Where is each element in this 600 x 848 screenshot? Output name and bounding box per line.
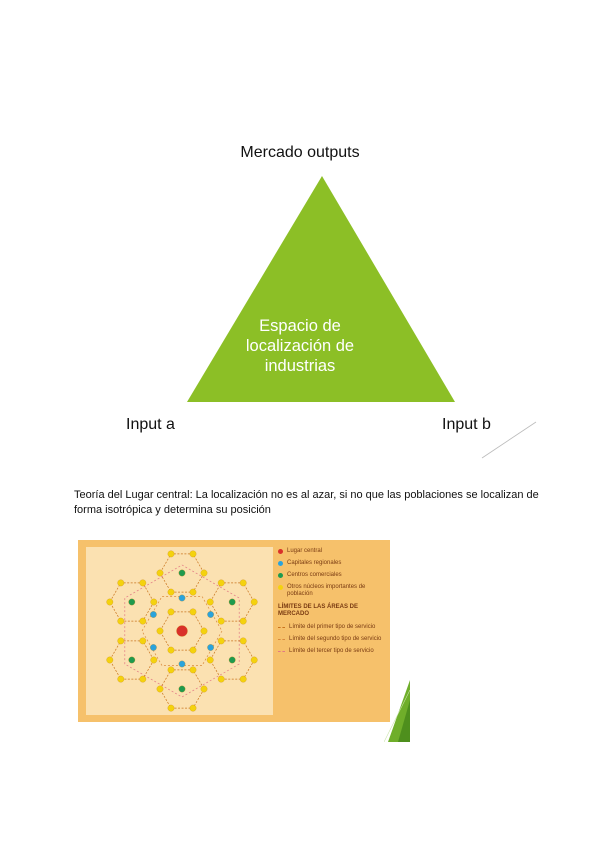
- other-settlement-dot: [168, 647, 174, 653]
- triangle-center-line-2: localización de: [245, 337, 355, 355]
- decorative-line: [480, 420, 540, 460]
- other-settlement-dot: [190, 647, 196, 653]
- other-settlement-dot: [218, 618, 224, 624]
- triangle-top-label: Mercado outputs: [240, 144, 360, 161]
- other-settlement-dot: [190, 705, 196, 711]
- map-legend: [278, 548, 386, 660]
- commercial-centre-dot: [229, 657, 235, 663]
- regional-capital-dot: [207, 611, 213, 617]
- other-settlement-dot: [240, 618, 246, 624]
- commercial-centre-dot: [229, 599, 235, 605]
- other-settlement-dot: [157, 570, 163, 576]
- legend-limit-3: [278, 648, 386, 655]
- other-settlement-dot: [140, 676, 146, 682]
- other-settlement-dot: [190, 609, 196, 615]
- other-settlement-dot: [168, 609, 174, 615]
- other-settlement-dot: [201, 570, 207, 576]
- regional-capital-dot: [179, 661, 185, 667]
- other-settlement-dot: [151, 657, 157, 663]
- other-settlement-dot: [218, 638, 224, 644]
- other-settlement-dot: [190, 589, 196, 595]
- regional-capital-dot: [207, 644, 213, 650]
- commercial-centre-dot: [129, 657, 135, 663]
- hexagon-network: [86, 547, 273, 715]
- legend-limit-2: [278, 636, 386, 643]
- commercial-centre-dot: [179, 686, 185, 692]
- map-panel: [86, 547, 273, 715]
- other-settlement-dot: [168, 705, 174, 711]
- central-place-map: [78, 540, 390, 722]
- other-settlement-dot: [201, 628, 207, 634]
- legend-label: Límite del primer tipo de servicio: [289, 624, 376, 630]
- other-settlement-dot: [240, 638, 246, 644]
- legend-dot: [278, 561, 283, 566]
- other-settlement-dot: [251, 599, 257, 605]
- other-settlement-dot: [140, 638, 146, 644]
- other-settlement-dot: [201, 686, 207, 692]
- commercial-centre-dot: [179, 570, 185, 576]
- legend-dot: [278, 585, 283, 590]
- triangle-center-line-3: industrias: [264, 357, 336, 375]
- decorative-corner: [384, 680, 410, 742]
- legend-item-other: [278, 584, 386, 598]
- other-settlement-dot: [140, 580, 146, 586]
- legend-line-sample: [278, 627, 285, 628]
- legend-dot: [278, 549, 283, 554]
- other-settlement-dot: [118, 676, 124, 682]
- other-settlement-dot: [218, 676, 224, 682]
- other-settlement-dot: [157, 686, 163, 692]
- other-settlement-dot: [207, 599, 213, 605]
- other-settlement-dot: [251, 657, 257, 663]
- triangle-center-text: [230, 316, 370, 376]
- legend-item-central: [278, 548, 386, 555]
- other-settlement-dot: [168, 667, 174, 673]
- legend-label: Límite del tercer tipo de servicio: [289, 648, 374, 654]
- other-settlement-dot: [118, 580, 124, 586]
- other-settlement-dot: [240, 676, 246, 682]
- other-settlement-dot: [190, 551, 196, 557]
- regional-capital-dot: [179, 595, 185, 601]
- other-settlement-dot: [218, 580, 224, 586]
- legend-label: Otros núcleos importantes de población: [287, 584, 366, 597]
- regional-capital-dot: [150, 611, 156, 617]
- central-place-dot: [177, 626, 188, 637]
- legend-limits-title: LÍMITES DE LAS ÁREAS DE MERCADO: [278, 604, 359, 617]
- triangle-center-line-1: Espacio de: [259, 317, 341, 335]
- caption-text: Teoría del Lugar central: La localización no es al azar, si no que las poblaciones se localizan de forma isotrópica y determina su posición: [74, 489, 539, 516]
- other-settlement-dot: [140, 618, 146, 624]
- other-settlement-dot: [151, 599, 157, 605]
- legend-label: Capitales regionales: [287, 560, 342, 566]
- other-settlement-dot: [107, 599, 113, 605]
- other-settlement-dot: [118, 638, 124, 644]
- legend-label: Centros comerciales: [287, 572, 342, 578]
- input-b-label: Input b: [442, 416, 491, 433]
- other-settlement-dot: [107, 657, 113, 663]
- other-settlement-dot: [168, 551, 174, 557]
- commercial-centre-dot: [129, 599, 135, 605]
- other-settlement-dot: [157, 628, 163, 634]
- other-settlement-dot: [190, 667, 196, 673]
- legend-limit-1: [278, 624, 386, 631]
- other-settlement-dot: [207, 657, 213, 663]
- settlement-dots: [107, 551, 258, 712]
- legend-label: Lugar central: [287, 548, 323, 554]
- legend-label: Límite del segundo tipo de servicio: [289, 636, 382, 642]
- other-settlement-dot: [168, 589, 174, 595]
- other-settlement-dot: [118, 618, 124, 624]
- regional-capital-dot: [150, 644, 156, 650]
- legend-line-sample: [278, 639, 285, 640]
- legend-item-regional: [278, 560, 386, 567]
- other-settlement-dot: [240, 580, 246, 586]
- legend-dot: [278, 573, 283, 578]
- legend-line-sample: [278, 651, 285, 652]
- legend-item-commercial: [278, 572, 386, 579]
- input-a-label: Input a: [126, 416, 175, 433]
